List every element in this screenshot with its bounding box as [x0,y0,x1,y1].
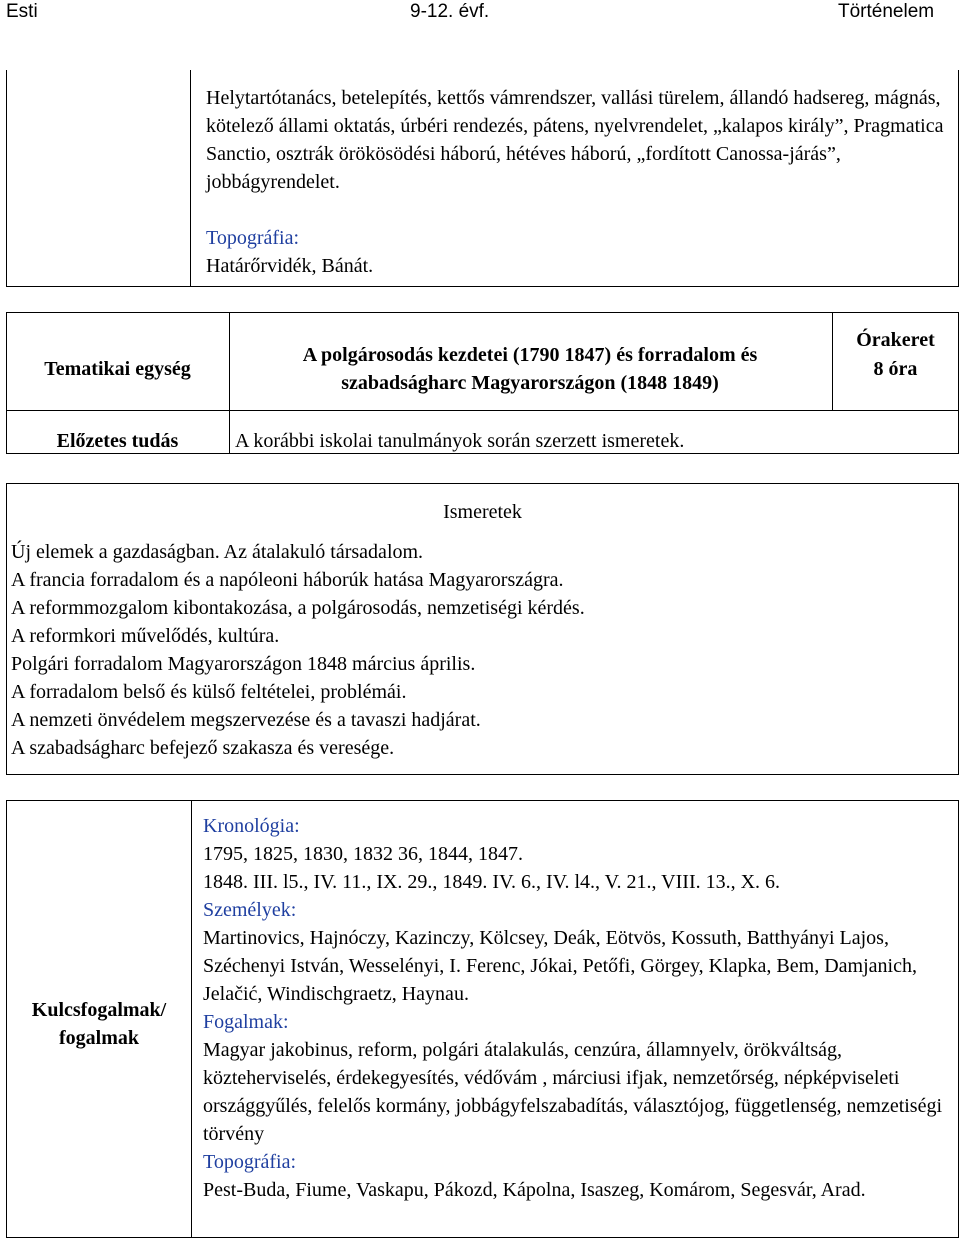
top-bottom-border [6,286,959,287]
top-terms-text: Helytartótanács, betelepítés, kettős vámrendszer, vallási türelem, állandó hadsereg, mágnás, kötelező állami oktatás, úrbéri rendezés, pátens, nyelvrendelet, „kalapos király”, Pragmatica Sanctio, osztrák örökösödési háború, hétéves háború, „fordított Canossa-járás”, jobbágyrendelet. [206,87,944,193]
top-left-border [6,70,7,287]
ismeretek-item: A szabadságharc befejező szakasza és veresége. [11,737,395,759]
kulcs-topo-label: Topográfia: [203,1151,297,1173]
unit-row-divider [6,410,959,411]
kulcs-col-divider [191,800,192,1238]
ismeretek-item: A reformkori művelődés, kultúra. [11,625,280,647]
unit-title: A polgárosodás kezdetei (1790 1847) és forradalom és szabadságharc Magyarországon (1848 1849) [302,344,758,394]
kronologia-line: 1848. III. l5., IV. 11., IX. 29., 1849. IV. 6., IV. l4., V. 21., VIII. 13., X. 6. [203,871,781,893]
orakeret-value: 8 óra [873,358,918,380]
ismeretek-item: A francia forradalom és a napóleoni háborúk hatása Magyarországra. [11,569,564,591]
fogalmak-text: Magyar jakobinus, reform, polgári átalakulás, cenzúra, államnyelv, örökváltság, közteherviselés, érdekegyesítés, védővám , márciusi ifjak, nemzetőrség, népképviseleti országgyűlés, felelős kormány, jobbágyfelszabadítás, választójog, függetlenség, nemzetiségi törvény [203,1039,943,1145]
ismeretek-item: Új elemek a gazdaságban. Az átalakuló társadalom. [11,541,424,563]
header-grade: 9-12. évf. [410,1,490,22]
ismeretek-item: A reformmozgalom kibontakozása, a polgárosodás, nemzetiségi kérdés. [11,597,585,619]
elozetes-text: A korábbi iskolai tanulmányok során szerzett ismeretek. [235,430,685,452]
top-column-divider [190,70,191,287]
kulcs-content [203,812,948,1204]
ismeretek-heading: Ismeretek [443,501,522,523]
szemelyek-label: Személyek: [203,899,297,921]
ismeretek-item: A forradalom belső és külső feltételei, problémái. [11,681,407,703]
top-topo-label: Topográfia: [206,227,300,249]
kulcs-topo-text: Pest-Buda, Fiume, Vaskapu, Pákozd, Kápolna, Isaszeg, Komárom, Segesvár, Arad. [203,1179,866,1201]
elozetes-label: Előzetes tudás [56,430,179,452]
fogalmak-label: Fogalmak: [203,1011,289,1033]
header-subject: Történelem [838,1,935,22]
kulcs-label: Kulcsfogalmak/ fogalmak [31,999,167,1049]
ismeretek-list [11,538,951,762]
kronologia-label: Kronológia: [203,815,300,837]
ismeretek-item: A nemzeti önvédelem megszervezése és a tavaszi hadjárat. [11,709,481,731]
kronologia-line: 1795, 1825, 1830, 1832 36, 1844, 1847. [203,843,523,865]
ismeretek-item: Polgári forradalom Magyarországon 1848 március április. [11,653,476,675]
szemelyek-text: Martinovics, Hajnóczy, Kazinczy, Kölcsey, Deák, Eötvös, Kossuth, Batthyányi Lajos, Széchenyi István, Wesselényi, I. Ferenc, Jókai, Petőfi, Görgey, Klapka, Bem, Damjanich, Jelačić, Windischgraetz, Haynau. [203,927,917,1005]
orakeret-label: Órakeret [856,329,935,351]
top-topo-text: Határőrvidék, Bánát. [206,255,374,277]
ismeretek-box [6,483,959,775]
header-school-type: Esti [6,1,38,22]
top-right-border [958,70,959,287]
tematikai-label: Tematikai egység [44,358,191,380]
top-content [206,84,944,280]
unit-col-divider-1 [229,312,230,454]
